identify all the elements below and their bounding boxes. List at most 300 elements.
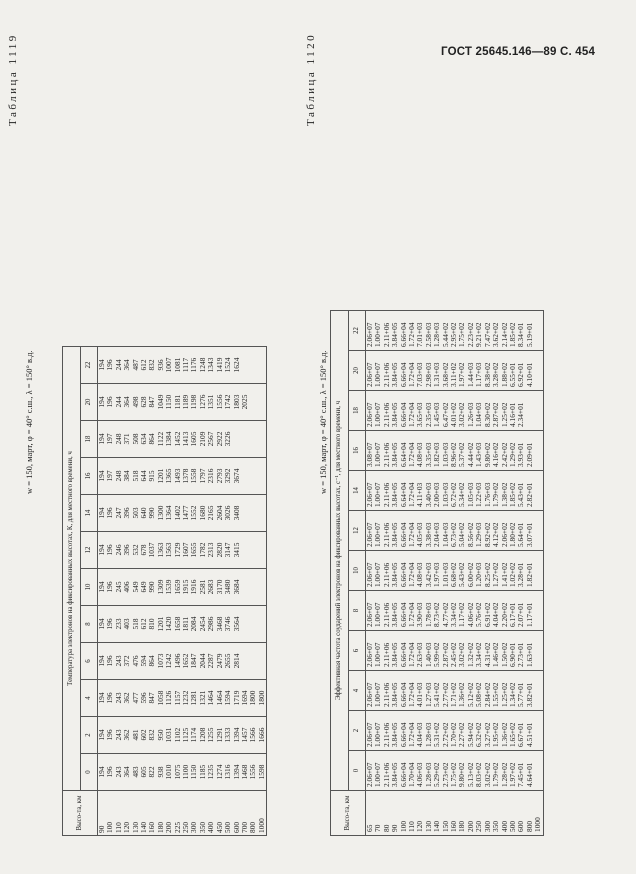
cell-value: 1.17+02 [457, 602, 467, 627]
cell-value: 4.31+02 [482, 642, 492, 667]
cell-value: 5.77+01 [516, 682, 526, 707]
cell-value [258, 534, 266, 566]
height-value: 100 [398, 820, 408, 832]
cell-value: 6.66+04 [398, 722, 408, 747]
cell-value: 9.80+02 [457, 762, 467, 787]
cell-value: 5.04+02 [457, 522, 467, 547]
cell-value: 596 [139, 692, 149, 704]
cell-value: 2.11+06 [381, 762, 391, 787]
cell-value: 2814 [231, 653, 241, 669]
cell-value: 1.32+02 [465, 642, 475, 667]
height-value: 300 [482, 820, 492, 832]
cell-value: 6.66+04 [398, 562, 408, 587]
cell-value: 1208 [197, 727, 207, 743]
hour-header: 14 [80, 495, 98, 532]
cell-value: 602 [139, 729, 149, 741]
cell-value: 612 [139, 618, 149, 630]
cell-value: 1235 [206, 764, 216, 780]
cell-value: 2.11+06 [381, 322, 391, 347]
cell-value: 1419 [214, 357, 224, 373]
cell-value: 2.72+02 [440, 722, 450, 747]
cell-value: 1719 [231, 690, 241, 706]
hour-header: 14 [348, 471, 366, 511]
cell-value: 1150 [164, 394, 174, 410]
cell-value [258, 571, 266, 603]
page-header: ГОСТ 25645.146—89 С. 454 [441, 46, 596, 58]
cell-value: 6.92+01 [516, 362, 526, 387]
cell-value: 1394 [231, 764, 241, 780]
value-column [366, 311, 544, 351]
cell-value: 476 [130, 655, 140, 667]
cell-value: 2820 [214, 542, 224, 558]
table-1120-caption: Эффективная частота соударений электронов на фиксированных высотах, с⁻¹, для местного времени, ч [331, 311, 349, 791]
cell-value: 1037 [147, 542, 157, 558]
height-value: 70 [373, 824, 383, 832]
cell-value: 1125 [181, 727, 191, 743]
cell-value: 1.72+04 [407, 562, 417, 587]
cell-value: 3.84+05 [390, 562, 400, 587]
cell-value: 1394 [231, 727, 241, 743]
cell-value: 649 [139, 581, 149, 593]
cell-value: 194 [97, 544, 106, 556]
cell-value: 2.11+06 [381, 682, 391, 707]
cell-value: 245 [113, 581, 123, 593]
cell-value: 3292 [223, 468, 233, 484]
cell-value: 2.07+01 [516, 602, 526, 627]
cell-value: 6.72+02 [449, 482, 459, 507]
cell-value: 3.93+01 [516, 442, 526, 467]
cell-value: 2.98+03 [423, 362, 433, 387]
height-value: 1000 [533, 817, 543, 832]
height-value: 90 [390, 824, 400, 832]
cell-value: 1176 [189, 357, 199, 373]
cell-value [258, 460, 266, 492]
cell-value: 3.84+05 [390, 482, 400, 507]
cell-value: 248 [113, 470, 123, 482]
cell-value: 197 [105, 470, 115, 482]
cell-value: 1607 [181, 542, 191, 558]
cell-value: 1248 [197, 357, 207, 373]
cell-value: 3.84+05 [390, 362, 400, 387]
cell-value: 2.87+02 [440, 642, 450, 667]
cell-value: 364 [122, 766, 132, 778]
cell-value: 1.00+07 [373, 442, 383, 467]
cell-value: 6.91+02 [482, 602, 492, 627]
cell-value: 2.06+07 [365, 402, 374, 427]
cell-value: 6.66+04 [398, 682, 408, 707]
cell-value: 2.06+02 [499, 522, 509, 547]
hour-header: 2 [348, 711, 366, 751]
cell-value: 3026 [223, 505, 233, 521]
cell-value: 244 [113, 396, 123, 408]
cell-value: 2.11+06 [381, 642, 391, 667]
cell-value: 4.16+01 [507, 402, 517, 427]
cell-value: 915 [147, 470, 157, 482]
cell-value: 678 [139, 544, 149, 556]
cell-value [534, 713, 542, 747]
cell-value: 3170 [214, 579, 224, 595]
height-value: 350 [491, 820, 501, 832]
cell-value: 832 [147, 359, 157, 371]
cell-value: 2044 [197, 653, 207, 669]
cell-value: 1181 [172, 394, 182, 410]
cell-value: 2.14+02 [499, 322, 509, 347]
hour-header: 16 [80, 458, 98, 495]
cell-value: 6.66+04 [398, 402, 408, 427]
cell-value: 396 [122, 544, 132, 556]
hour-header: 0 [348, 751, 366, 791]
cell-value: 3564 [231, 616, 241, 632]
cell-value: 194 [97, 655, 106, 667]
cell-value: 196 [105, 507, 115, 519]
cell-value: 1100 [181, 764, 191, 780]
cell-value: 6.64+04 [398, 482, 408, 507]
value-column [366, 751, 544, 791]
cell-value: 243 [113, 729, 123, 741]
cell-value: 1464 [214, 690, 224, 706]
hour-header: 2 [80, 717, 98, 754]
cell-value: 5.76+02 [474, 602, 484, 627]
cell-value: 1916 [189, 579, 199, 595]
cell-value: 362 [122, 729, 132, 741]
cell-value: 1333 [223, 727, 233, 743]
cell-value: 1.00+07 [373, 482, 383, 507]
cell-value: 3.84+05 [390, 642, 400, 667]
cell-value: 3.84+05 [390, 402, 400, 427]
cell-value: 2479 [214, 653, 224, 669]
hour-header: 22 [80, 347, 98, 384]
height-value: 400 [206, 821, 216, 833]
hour-header: 16 [348, 431, 366, 471]
height-value: 500 [507, 820, 517, 832]
cell-value: 1.28+03 [423, 722, 433, 747]
value-column [98, 717, 267, 754]
height-value: 300 [189, 821, 199, 833]
cell-value: 1031 [164, 727, 174, 743]
cell-value: 243 [113, 692, 123, 704]
cell-value: 8.92+02 [482, 522, 492, 547]
cell-value: 477 [130, 692, 140, 704]
cell-value: 1189 [181, 394, 191, 410]
cell-value: 8.56+02 [465, 522, 475, 547]
cell-value: 1.95+02 [491, 722, 501, 747]
height-value: 100 [105, 821, 115, 833]
cell-value: 1.25+02 [499, 402, 509, 427]
height-value: 600 [516, 820, 526, 832]
cell-value: 3.07+01 [524, 522, 534, 547]
height-value: 800 [248, 821, 258, 833]
cell-value: 1384 [164, 431, 174, 447]
cell-value: 196 [105, 396, 115, 408]
cell-value: 847 [147, 396, 157, 408]
cell-value: 3.11+02 [449, 362, 459, 387]
cell-value: 9.21+02 [474, 322, 484, 347]
cell-value: 3.40+03 [423, 482, 433, 507]
cell-value: 487 [130, 359, 140, 371]
cell-value: 1.72+04 [407, 642, 417, 667]
cell-value [534, 353, 542, 387]
cell-value: 5.37+02 [457, 442, 467, 467]
cell-value: 5.13+02 [465, 762, 475, 787]
cell-value: 1.72+04 [407, 482, 417, 507]
hour-header: 10 [80, 569, 98, 606]
cell-value: 1.85+02 [507, 322, 517, 347]
cell-value: 1680 [197, 505, 207, 521]
height-value: 160 [449, 820, 459, 832]
cell-value: 1.79+02 [491, 482, 501, 507]
cell-value: 2.11+06 [381, 522, 391, 547]
cell-value [258, 423, 266, 455]
cell-value: 1552 [189, 505, 199, 521]
cell-value: 628 [139, 396, 149, 408]
value-column [98, 384, 267, 421]
cell-value: 5.29+02 [432, 762, 442, 787]
cell-value: 3.84+05 [390, 722, 400, 747]
cell-value: 1566 [248, 727, 258, 743]
height-value: 250 [181, 821, 191, 833]
cell-value: 1659 [172, 579, 182, 595]
cell-value: 640 [139, 507, 149, 519]
cell-value: 2.06+07 [365, 362, 374, 387]
cell-value: 1.65+02 [507, 722, 517, 747]
cell-value: 1800 [248, 690, 258, 706]
height-value: 120 [122, 821, 132, 833]
cell-value: 1.00+07 [373, 642, 383, 667]
value-column [98, 532, 267, 569]
cell-value: 1.75+02 [457, 322, 467, 347]
cell-value: 2.27+02 [457, 722, 467, 747]
hour-header: 4 [348, 671, 366, 711]
cell-value: 518 [130, 470, 140, 482]
height-value: 180 [155, 821, 165, 833]
height-value: 200 [164, 821, 174, 833]
cell-value: 2.77+02 [440, 682, 450, 707]
cell-value: 1658 [172, 616, 182, 632]
cell-value: 2.04+03 [432, 522, 442, 547]
cell-value: 5.08+02 [474, 682, 484, 707]
cell-value: 3480 [223, 579, 233, 595]
cell-value: 2.82+01 [524, 482, 534, 507]
cell-value: 3.42+03 [423, 562, 433, 587]
value-column [98, 347, 267, 384]
cell-value: 1174 [189, 727, 199, 743]
value-column [98, 569, 267, 606]
cell-value: 2581 [197, 579, 207, 595]
cell-value: 2.06+07 [365, 602, 374, 627]
cell-value: 1.76+03 [482, 482, 492, 507]
cell-value: 194 [97, 507, 106, 519]
cell-value: 3.62+02 [491, 322, 501, 347]
cell-value: 1.38+02 [499, 482, 509, 507]
cell-value: 1.00+07 [373, 522, 383, 547]
cell-value: 5.43+02 [457, 562, 467, 587]
cell-value: 6.66+04 [398, 762, 408, 787]
cell-value: 4.12+02 [491, 522, 501, 547]
height-value: 160 [147, 821, 157, 833]
cell-value: 2986 [206, 616, 216, 632]
cell-value: 1364 [164, 505, 174, 521]
cell-value: 2.23+02 [465, 322, 475, 347]
cell-value: 3.84+05 [390, 442, 400, 467]
cell-value: 1.70+04 [407, 762, 417, 787]
cell-value: 5.19+01 [524, 322, 534, 347]
cell-value: 4.06+02 [465, 602, 475, 627]
cell-value: 1.72+04 [407, 722, 417, 747]
cell-value: 3.27+02 [482, 722, 492, 747]
cell-value: 508 [130, 433, 140, 445]
cell-value: 1.72+04 [407, 322, 417, 347]
value-column [98, 754, 267, 791]
cell-value: 1.01+03 [440, 562, 450, 587]
cell-value: 5.43+01 [516, 482, 526, 507]
cell-value: 3674 [231, 468, 241, 484]
cell-value: 196 [105, 655, 115, 667]
height-value: 400 [499, 820, 509, 832]
cell-value: 3684 [231, 579, 241, 595]
table-1120-label: Таблица 1120 [305, 32, 317, 126]
height-value: 200 [465, 820, 475, 832]
cell-value: 1.28+02 [499, 762, 509, 787]
cell-value: 1309 [155, 579, 165, 595]
cell-value: 3.38+03 [423, 522, 433, 547]
cell-value: 1.72+04 [407, 442, 417, 467]
cell-value: 4.77+02 [440, 602, 450, 627]
cell-value: 3415 [231, 542, 241, 558]
cell-value: 1.97+03 [432, 562, 442, 587]
cell-value: 247 [113, 507, 123, 519]
cell-value: 2.06+07 [365, 762, 374, 787]
cell-value: 1.22+03 [474, 482, 484, 507]
cell-value: 612 [139, 359, 149, 371]
cell-value: 194 [97, 692, 106, 704]
value-column [366, 591, 544, 631]
cell-value: 196 [105, 359, 115, 371]
value-column [366, 631, 544, 671]
cell-value: 2.45+02 [449, 642, 459, 667]
cell-value: 1.00+07 [373, 762, 383, 787]
hour-header: 18 [348, 391, 366, 431]
cell-value: 1201 [155, 468, 165, 484]
cell-value: 364 [122, 396, 132, 408]
cell-value: 1.71+02 [449, 682, 459, 707]
cell-value: 1291 [214, 727, 224, 743]
cell-value: 3.84+05 [390, 762, 400, 787]
cell-value: 1464 [206, 690, 216, 706]
cell-value: 196 [105, 544, 115, 556]
cell-value: 1.31+03 [432, 362, 442, 387]
value-column [366, 471, 544, 511]
height-column [98, 791, 267, 836]
cell-value: 2793 [214, 468, 224, 484]
cell-value: 2.42+02 [499, 442, 509, 467]
cell-value: 990 [147, 507, 157, 519]
cell-value: 1.00+07 [373, 562, 383, 587]
cell-value: 1594 [223, 690, 233, 706]
cell-value: 1.72+04 [407, 522, 417, 547]
cell-value: 194 [97, 359, 106, 371]
cell-value: 194 [97, 766, 106, 778]
cell-value: 3.35+03 [423, 442, 433, 467]
cell-value: 1.97+02 [457, 362, 467, 387]
cell-value: 196 [105, 581, 115, 593]
cell-value: 4.10+01 [524, 362, 534, 387]
cell-value: 3.84+05 [390, 322, 400, 347]
cell-value: 3.02+02 [457, 642, 467, 667]
cell-value [526, 393, 534, 427]
cell-value [534, 393, 542, 427]
cell-value: 644 [139, 470, 149, 482]
height-header: Высо-та, км [331, 791, 366, 836]
cell-value: 3.28+02 [491, 362, 501, 387]
cell-value: 1.44+03 [465, 362, 475, 387]
cell-value: 7.03+03 [415, 362, 425, 387]
height-value: 500 [223, 821, 233, 833]
cell-value: 1117 [181, 357, 191, 373]
cell-value: 4.44+02 [465, 442, 475, 467]
cell-value: 1.00+07 [373, 362, 383, 387]
cell-value: 1556 [248, 764, 258, 780]
cell-value: 1847 [189, 653, 199, 669]
cell-value: 1598 [256, 764, 266, 780]
cell-value: 3.90+03 [415, 602, 425, 627]
cell-value: 1232 [181, 690, 191, 706]
cell-value: 371 [122, 433, 132, 445]
cell-value: 2.11+06 [381, 562, 391, 587]
cell-value: 1.04+03 [474, 402, 484, 427]
cell-value: 8.96+02 [449, 442, 459, 467]
cell-value: 1.20+03 [474, 562, 484, 587]
cell-value: 7.45+01 [516, 762, 526, 787]
height-value: 90 [97, 825, 106, 833]
cell-value: 1563 [164, 542, 174, 558]
height-value: 80 [381, 824, 391, 832]
cell-value: 2109 [197, 431, 207, 447]
cell-value: 1420 [164, 616, 174, 632]
hour-header: 18 [80, 421, 98, 458]
cell-value: 594 [139, 655, 149, 667]
height-value: 800 [524, 820, 534, 832]
value-column [98, 680, 267, 717]
cell-value: 1.85+02 [507, 482, 517, 507]
height-value: 150 [440, 820, 450, 832]
cell-value: 246 [113, 544, 123, 556]
hour-header: 6 [348, 631, 366, 671]
cell-value: 3.82+01 [524, 682, 534, 707]
cell-value: 4.08+03 [415, 562, 425, 587]
cell-value [534, 513, 542, 547]
cell-value: 2165 [206, 505, 216, 521]
cell-value: 4.01+03 [415, 682, 425, 707]
cell-value: 1457 [239, 727, 249, 743]
table-1119-caption: Температура электронов на фиксированных высотах, К, для местного времени, ч [63, 347, 81, 791]
cell-value: 6.68+02 [449, 562, 459, 587]
height-value: 350 [197, 821, 207, 833]
value-column [366, 391, 544, 431]
cell-value: 4.01+02 [449, 402, 459, 427]
cell-value: 194 [97, 729, 106, 741]
cell-value: 4.11+03 [415, 482, 425, 507]
cell-value: 8.30+02 [482, 402, 492, 427]
cell-value: 1.03+03 [440, 442, 450, 467]
cell-value: 822 [147, 766, 157, 778]
cell-value: 196 [105, 729, 115, 741]
hour-header: 12 [80, 532, 98, 569]
cell-value: 1300 [155, 505, 165, 521]
height-value: 140 [139, 821, 149, 833]
value-column [98, 606, 267, 643]
cell-value: 2.35+03 [423, 402, 433, 427]
cell-value: 5.64+01 [516, 522, 526, 547]
